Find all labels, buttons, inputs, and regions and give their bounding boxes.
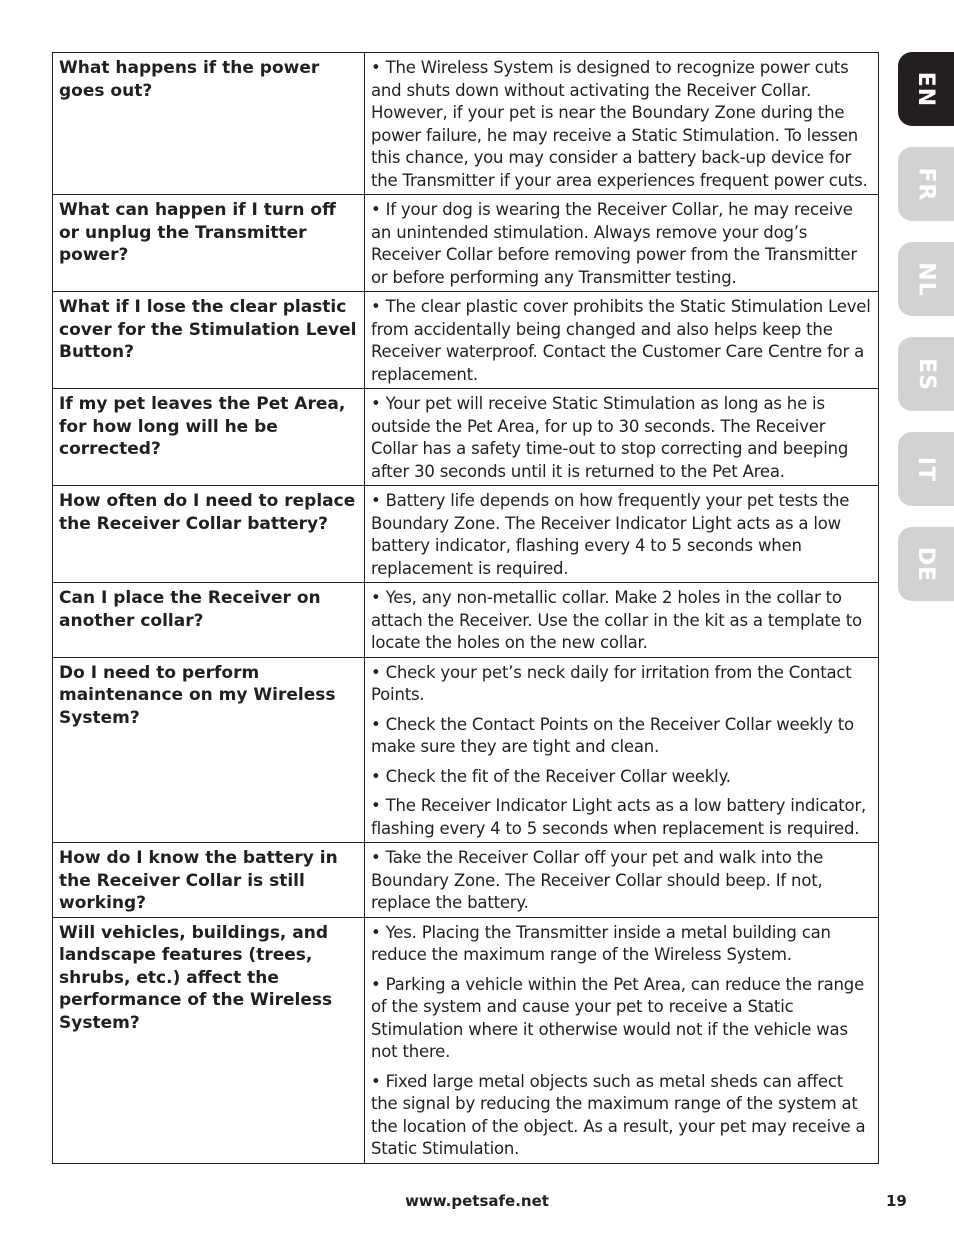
faq-answer-paragraph: • The Wireless System is designed to recognize power cuts and shuts down without activating the Receiver Collar. However, if your pet is near the Boundary Zone during the power failure, he may receive a Static Stimulation. To lessen this chance, you may consider a battery back-up device for the Transmitter if your area experiences frequent power cuts.	[371, 58, 868, 190]
language-tab-label: FR	[913, 167, 939, 201]
faq-row	[53, 486, 879, 583]
faq-answer-paragraph: • Check the fit of the Receiver Collar weekly.	[371, 766, 731, 786]
faq-answer-paragraph: • The clear plastic cover prohibits the Static Stimulation Level from accidentally being changed and also helps keep the Receiver waterproof. Contact the Customer Care Centre for a replacement.	[371, 297, 871, 384]
faq-answer	[365, 583, 879, 658]
language-tab-label: ES	[913, 357, 939, 391]
faq-answer	[365, 195, 879, 292]
faq-answer-paragraph: • Check your pet’s neck daily for irritation from the Contact Points.	[371, 662, 852, 704]
faq-answer-paragraph: • Your pet will receive Static Stimulation as long as he is outside the Pet Area, for up to 30 seconds. The Receiver Collar has a safety time-out to stop correcting and beeping after 30 seconds until it is returned to the Pet Area.	[371, 394, 849, 481]
faq-question: If my pet leaves the Pet Area, for how long will he be corrected?	[53, 389, 365, 486]
language-tab-de[interactable]	[898, 527, 954, 601]
faq-answer-paragraph: • Battery life depends on how frequently your pet tests the Boundary Zone. The Receiver Indicator Light acts as a low battery indicator, flashing every 4 to 5 seconds when replacement is required.	[371, 491, 850, 578]
faq-row	[53, 657, 879, 843]
faq-question: How often do I need to replace the Receiver Collar battery?	[53, 486, 365, 583]
faq-row	[53, 389, 879, 486]
faq-question: What happens if the power goes out?	[53, 53, 365, 195]
faq-row	[53, 583, 879, 658]
faq-row	[53, 53, 879, 195]
page-number: 19	[886, 1192, 907, 1210]
faq-row	[53, 917, 879, 1163]
faq-answer	[365, 657, 879, 843]
faq-answer	[365, 486, 879, 583]
faq-row	[53, 195, 879, 292]
faq-answer-paragraph: • Yes. Placing the Transmitter inside a metal building can reduce the maximum range of the Wireless System.	[371, 922, 831, 964]
faq-question: Do I need to perform maintenance on my Wireless System?	[53, 657, 365, 843]
faq-question: What can happen if I turn off or unplug the Transmitter power?	[53, 195, 365, 292]
language-tab-label: NL	[913, 261, 939, 297]
faq-answer-paragraph: • Parking a vehicle within the Pet Area, can reduce the range of the system and cause your pet to receive a Static Stimulation where it otherwise would not if the vehicle was not there.	[371, 974, 865, 1061]
faq-answer-paragraph: • Fixed large metal objects such as metal sheds can affect the signal by reducing the maximum range of the system at the location of the object. As a result, your pet may receive a Static Stimulation.	[371, 1071, 866, 1158]
faq-question: Can I place the Receiver on another collar?	[53, 583, 365, 658]
faq-question: What if I lose the clear plastic cover for the Stimulation Level Button?	[53, 292, 365, 389]
language-tab-label: EN	[913, 71, 939, 107]
language-tab-en[interactable]	[898, 52, 954, 126]
faq-answer	[365, 843, 879, 918]
language-tab-it[interactable]	[898, 432, 954, 506]
language-tab-label: DE	[913, 546, 939, 582]
footer-url[interactable]: www.petsafe.net	[405, 1192, 549, 1210]
faq-question: How do I know the battery in the Receiver Collar is still working?	[53, 843, 365, 918]
faq-answer	[365, 292, 879, 389]
faq-answer-paragraph: • Check the Contact Points on the Receiver Collar weekly to make sure they are tight and clean.	[371, 714, 854, 756]
faq-answer-paragraph: • If your dog is wearing the Receiver Collar, he may receive an unintended stimulation. Always remove your dog’s Receiver Collar before removing power from the Transmitter or before performing any Transmitter testing.	[371, 200, 857, 287]
faq-answer	[365, 917, 879, 1163]
faq-answer	[365, 389, 879, 486]
faq-row	[53, 292, 879, 389]
language-tab-label: IT	[913, 456, 939, 482]
language-tab-es[interactable]	[898, 337, 954, 411]
faq-answer-paragraph: • Yes, any non-metallic collar. Make 2 holes in the collar to attach the Receiver. Use the collar in the kit as a template to locate the holes on the new collar.	[371, 588, 862, 652]
faq-answer	[365, 53, 879, 195]
language-tab-fr[interactable]	[898, 147, 954, 221]
faq-table	[52, 52, 879, 1164]
faq-question: Will vehicles, buildings, and landscape features (trees, shrubs, etc.) affect the performance of the Wireless System?	[53, 917, 365, 1163]
faq-answer-paragraph: • Take the Receiver Collar off your pet and walk into the Boundary Zone. The Receiver Collar should beep. If not, replace the battery.	[371, 848, 824, 912]
faq-body	[53, 53, 879, 1164]
language-tab-nl[interactable]	[898, 242, 954, 316]
faq-answer-paragraph: • The Receiver Indicator Light acts as a low battery indicator, flashing every 4 to 5 seconds when replacement is required.	[371, 796, 867, 838]
faq-row	[53, 843, 879, 918]
